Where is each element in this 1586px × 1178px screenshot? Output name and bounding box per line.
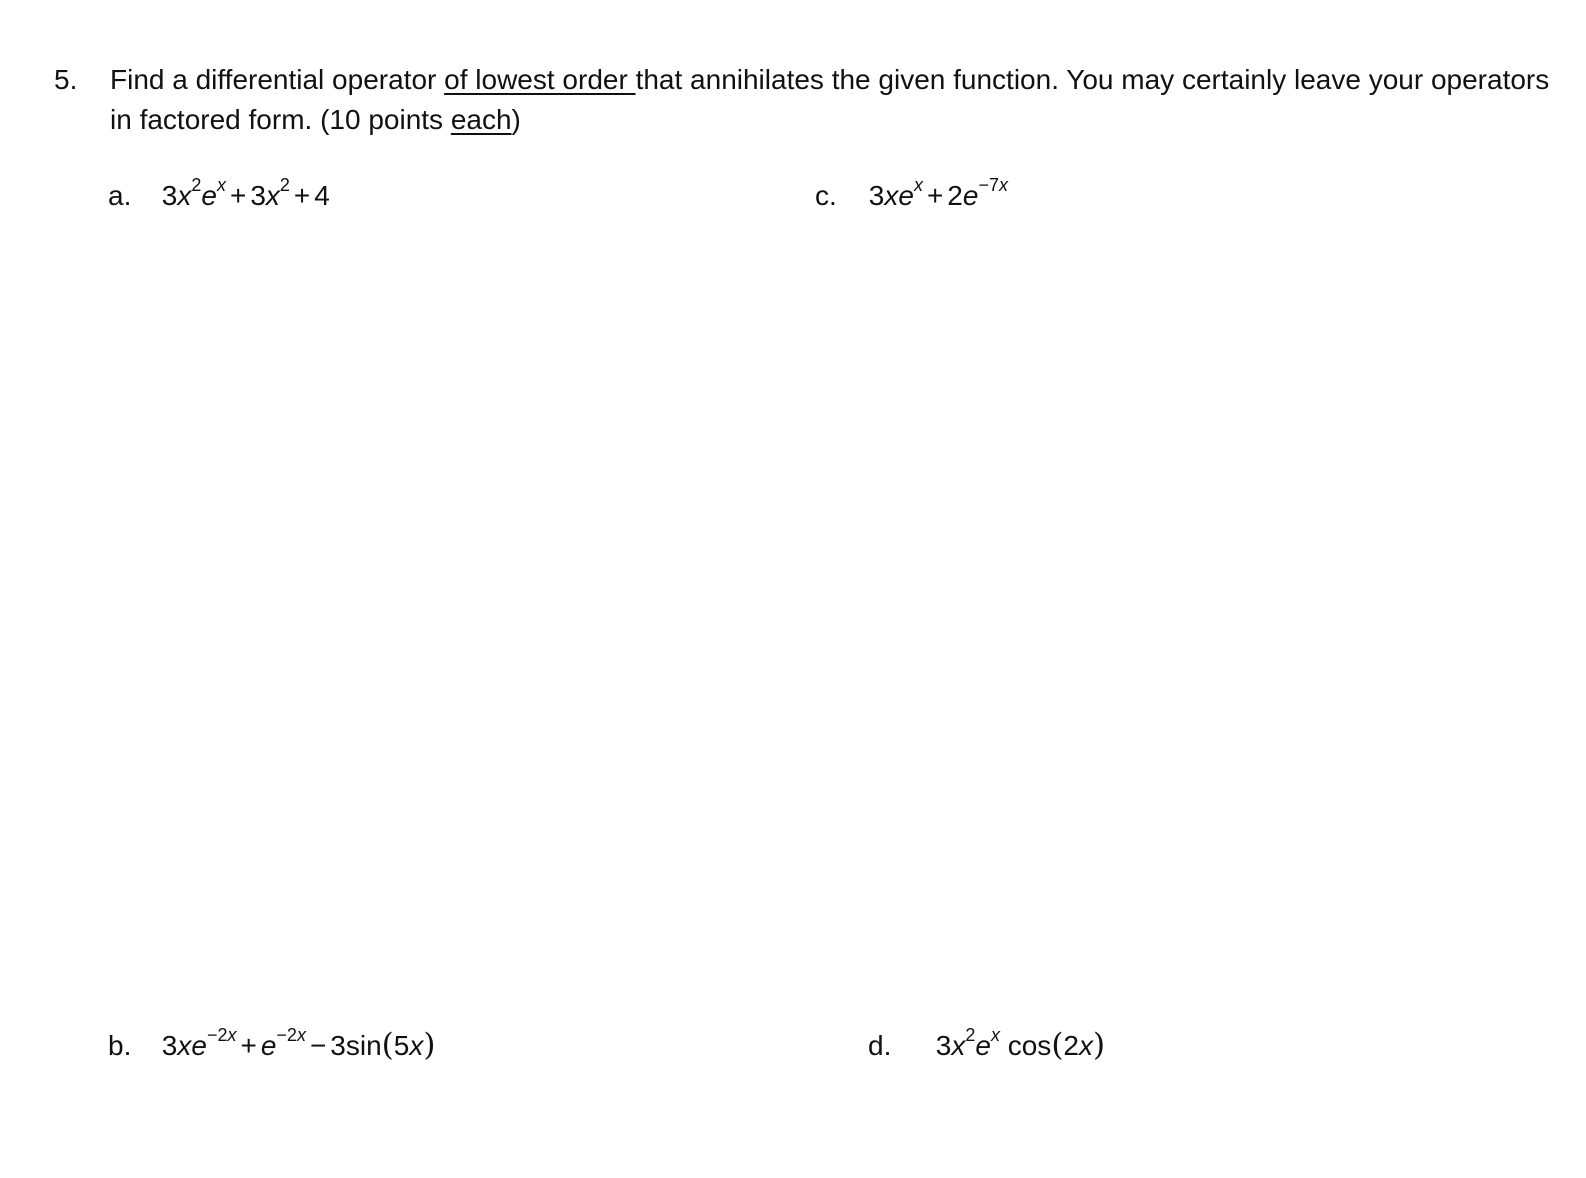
part-a-expression: $3x^2e^x + 3x^2 + 4$ <box>161 175 330 211</box>
part-a <box>108 176 330 219</box>
part-b-expression: $3xe^{-2x} + e^{-2x} - 3\sin(5x)$ <box>161 1025 436 1063</box>
prompt-text-end: ) <box>511 104 521 135</box>
part-c <box>815 176 1008 219</box>
part-b <box>108 1025 435 1069</box>
part-c-expression: $3xe^x + 2e^{-7x}$ <box>868 175 1008 211</box>
part-d <box>868 1025 1105 1069</box>
prompt-text-middle: that annihilates the given function. You may certainly leave your operators in factored form. (10 points <box>110 64 1550 135</box>
part-a-label: a. <box>108 180 132 211</box>
part-d-label: d. <box>868 1030 892 1061</box>
part-d-expression: $3x^2e^x$ cos(2x) <box>935 1025 1106 1063</box>
prompt-emphasis-each: each <box>450 104 512 135</box>
question-number: 5. <box>54 64 78 95</box>
prompt-emphasis-lowest-order: of lowest order <box>444 64 636 95</box>
part-b-label: b. <box>108 1030 132 1061</box>
part-c-label: c. <box>815 180 837 211</box>
question-prompt <box>110 60 1550 140</box>
prompt-text-start: Find a differential operator <box>110 64 445 95</box>
